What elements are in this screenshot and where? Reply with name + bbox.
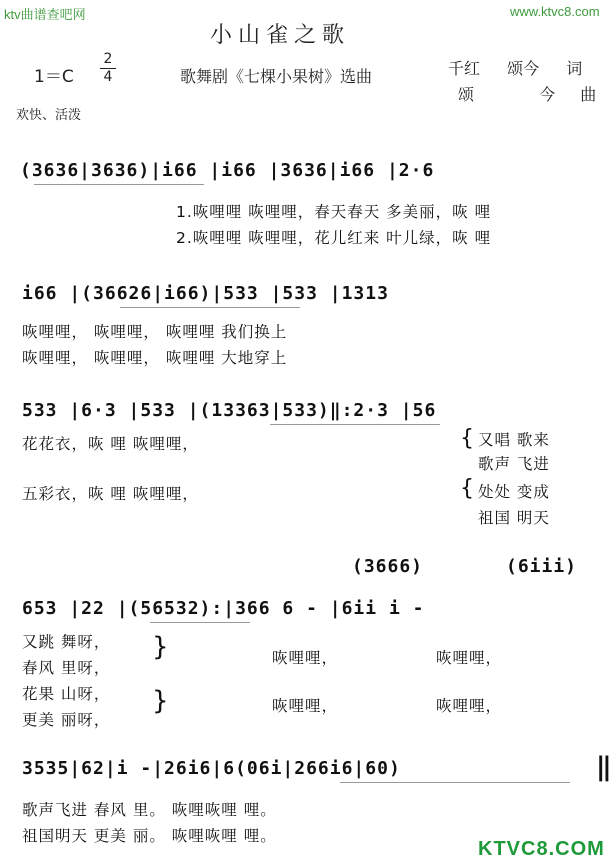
- bracket-1: {: [460, 426, 475, 451]
- composer-type: 曲: [580, 85, 597, 104]
- tempo-marking: 欢快、活泼: [16, 108, 82, 123]
- system-4-upper-right: (6iii): [506, 556, 578, 577]
- composer-role: 今: [539, 85, 556, 104]
- bracket-2: {: [460, 476, 475, 501]
- lyricist-role: 颂今: [507, 59, 540, 78]
- system-2-notes: i66 |(36626|i66)|533 |533 |1313: [22, 283, 389, 304]
- system-4-left-1: 又跳 舞呀，: [22, 633, 111, 651]
- system-4-left-2: 春风 里呀，: [22, 659, 111, 677]
- time-sig-bottom: 4: [103, 69, 113, 85]
- time-sig-top: 2: [103, 51, 113, 67]
- final-barline: ‖: [596, 752, 612, 782]
- source-line: 歌舞剧《七棵小果树》选曲: [180, 67, 373, 86]
- system-3-lyric-2: 五彩衣，咴 哩 咴哩哩，: [22, 485, 199, 503]
- watermark-top-left: ktv曲谱查吧网: [4, 7, 86, 22]
- system-2-lyric-2: 咴哩哩， 咴哩哩， 咴哩哩 大地穿上: [22, 349, 288, 367]
- system-4-left-3: 花果 山呀，: [22, 685, 111, 703]
- system-2-lyric-1: 咴哩哩， 咴哩哩， 咴哩哩 我们换上: [22, 323, 288, 341]
- system-3-lyric-1: 花花衣，咴 哩 咴哩哩，: [22, 435, 199, 453]
- system-3-beam: [270, 424, 440, 425]
- system-5-notes: 3535|62|i -|26i6|6(06i|266i6|60): [22, 758, 401, 779]
- system-1-lyric-1: 1.咴哩哩 咴哩哩，春天春天 多美丽，咴 哩: [176, 203, 492, 221]
- system-4-right-2a: 咴哩哩，: [272, 697, 339, 715]
- song-title: 小山雀之歌: [210, 23, 351, 48]
- lyricist-type: 词: [566, 59, 583, 78]
- system-4-right-1b: 咴哩哩，: [436, 649, 503, 667]
- bracket-2-line-2: 祖国 明天: [478, 509, 550, 527]
- system-4-bracket-1: }: [152, 632, 170, 662]
- system-4-left-4: 更美 丽呀，: [22, 711, 111, 729]
- bracket-1-line-2: 歌声 飞进: [478, 455, 550, 473]
- composer-name: 颂: [458, 85, 475, 104]
- system-1-lyric-2: 2.咴哩哩 咴哩哩，花儿红来 叶儿绿，咴 哩: [176, 229, 492, 247]
- system-2-beam: [120, 307, 300, 308]
- system-4-upper-left: (3666): [352, 556, 424, 577]
- system-4-right-1a: 咴哩哩，: [272, 649, 339, 667]
- system-1-beam: [34, 184, 204, 185]
- lyricist-credit: [448, 56, 582, 79]
- watermark-top-right: www.ktvc8.com: [510, 4, 600, 19]
- system-4-right-2b: 咴哩哩，: [436, 697, 503, 715]
- key-signature: 1＝C: [34, 67, 74, 87]
- system-5-beam: [340, 782, 570, 783]
- system-5-lyric-1: 歌声飞进 春风 里。 咴哩咴哩 哩。: [22, 801, 277, 819]
- system-1-notes: (3636|3636)|i66 |i66 |3636|i66 |2·6: [20, 160, 435, 181]
- composer-credit: [458, 82, 596, 105]
- system-3-notes: 533 |6·3 |533 |(13363|533)‖:2·3 |56: [22, 400, 437, 421]
- watermark-bottom: KTVC8.COM: [478, 838, 605, 860]
- system-4-beam: [150, 622, 250, 623]
- system-4-bracket-2: }: [152, 686, 170, 716]
- bracket-1-line-1: 又唱 歌来: [478, 431, 550, 449]
- system-5-lyric-2: 祖国明天 更美 丽。 咴哩咴哩 哩。: [22, 827, 277, 845]
- lyricist-name: 千红: [448, 59, 481, 78]
- bracket-2-line-1: 处处 变成: [478, 483, 550, 501]
- time-signature: [100, 52, 116, 85]
- system-4-notes: 653 |22 |(56532):|366 6 - |6ii i -: [22, 598, 425, 619]
